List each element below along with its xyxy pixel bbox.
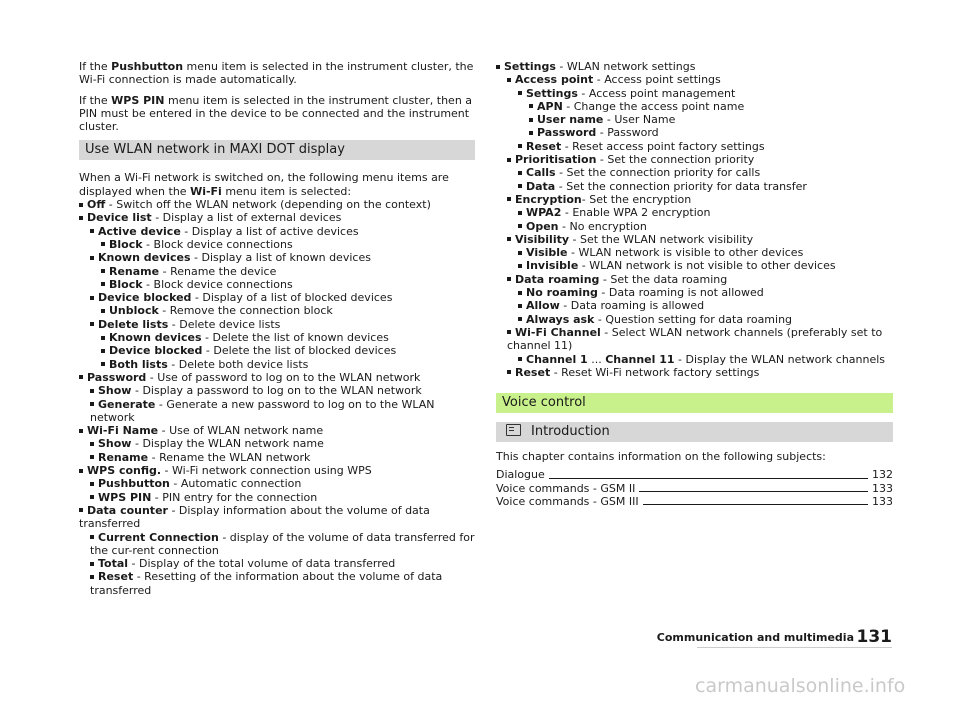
section-heading-voice-control: Voice control [496,393,893,413]
toc-entry[interactable] [496,468,893,481]
item-term: Access point [515,73,594,87]
bullet-icon [518,317,522,321]
list-item [79,344,475,357]
item-description: - Rename the WLAN network [148,450,311,464]
list-item [496,366,893,379]
toc-leader [639,491,868,492]
item-description: - Set the connection priority for data transfer [555,179,807,193]
item-term: Block [109,277,143,291]
list-item [79,491,475,504]
list-item [496,126,893,139]
bullet-icon [79,375,83,379]
bullet-icon [529,118,533,122]
item-term: WPA2 [526,206,562,220]
item-term: Known devices [109,331,202,345]
item-description: - Block device connections [142,277,293,291]
bullet-icon [518,144,522,148]
item-description: - Display a list of known devices [190,251,371,265]
item-description: - Change the access point name [562,99,745,113]
list-item [496,60,893,73]
item-description: - Set the WLAN network visibility [569,232,754,246]
bullet-icon [529,131,533,135]
bullet-icon [90,495,94,499]
list-item [496,220,893,233]
bullet-icon [90,575,94,579]
bullet-icon [79,469,83,473]
term: WPS PIN [111,93,165,107]
wifi-menu-list [79,198,475,597]
bullet-icon [518,211,522,215]
bullet-icon [79,429,83,433]
book-icon [506,424,521,436]
bullet-icon [90,229,94,233]
list-item [496,153,893,166]
list-item [496,140,893,153]
lead-paragraph [79,171,475,198]
bullet-icon [90,402,94,406]
item-term: APN [537,99,563,113]
section-heading-wlan-maxi-dot: Use WLAN network in MAXI DOT display [79,140,475,160]
list-item [79,424,475,437]
term: Pushbutton [111,60,184,73]
item-term: Open [526,219,559,233]
item-description: - Use of password to log on to the WLAN network [146,370,421,384]
bullet-icon [518,251,522,255]
item-term: Allow [526,299,560,313]
bullet-icon [507,277,511,281]
footer-section-title: Communication and multimedia [656,631,854,644]
item-term: Invisible [526,259,579,273]
bullet-icon [79,508,83,512]
list-item [79,451,475,464]
item-term: Delete lists [98,317,169,331]
toc-label: Voice commands - GSM II [496,481,636,495]
bullet-icon [79,203,83,207]
bullet-icon [496,65,500,69]
item-term: Encryption [515,192,582,206]
text-run: menu item is selected in the instrument cluster, then a PIN must be entered in the device to be connected and the instrument cluster. [79,93,473,134]
bullet-icon [518,184,522,188]
item-term: Current Connection [98,530,219,544]
item-term: Password [87,370,147,384]
intro-text: This chapter contains information on the following subjects: [496,450,826,464]
text-run: If the [79,93,112,107]
toc-leader [549,478,868,479]
item-description: - Display of a list of blocked devices [191,291,393,305]
item-term: Channel 11 [605,352,675,366]
item-description: - Question setting for data roaming [594,312,793,326]
list-item [79,318,475,331]
item-description: - Set the connection priority for calls [555,166,761,180]
list-item [79,211,475,224]
bullet-icon [518,91,522,95]
item-term: Device list [87,211,152,225]
item-description: - Switch off the WLAN network (depending on the context) [105,198,431,212]
wifi-settings-list [496,60,893,379]
list-item [496,286,893,299]
item-description: - Display information about the volume of data transferred [79,503,430,531]
bullet-icon [90,296,94,300]
item-term: Pushbutton [98,477,170,491]
bullet-icon [518,171,522,175]
list-item [79,331,475,344]
list-item [496,180,893,193]
item-description: - Delete both device lists [167,357,309,371]
item-term: Always ask [526,312,595,326]
bullet-icon [518,304,522,308]
item-description: - Reset Wi-Fi network factory settings [550,365,760,379]
bullet-icon [101,309,105,313]
item-description: - User Name [603,113,676,127]
bullet-icon [507,330,511,334]
item-description: - Display the WLAN network channels [674,352,886,366]
list-item [79,265,475,278]
list-item [79,251,475,264]
bullet-icon [507,237,511,241]
list-item [496,206,893,219]
text-run: menu item is selected: [221,184,352,198]
left-column [79,60,475,597]
item-description: - Wi-Fi network connection using WPS [161,464,372,478]
list-item [79,557,475,570]
text-run: When a Wi-Fi network is switched on, the following menu items are displayed when the [79,171,449,198]
item-description: - Generate a new password to log on to the WLAN network [90,397,435,424]
bullet-icon [101,336,105,340]
item-term: Device blocked [98,291,192,305]
table-of-contents [496,468,893,508]
item-description: - Use of WLAN network name [158,424,324,438]
item-term: Known devices [98,251,191,265]
list-item [79,384,475,397]
item-term: Visibility [515,232,570,246]
list-item [496,73,893,86]
list-item [79,570,475,597]
toc-page: 133 [872,481,893,495]
item-term: Unblock [109,304,159,318]
item-term: Visible [526,246,568,260]
bullet-icon [507,158,511,162]
subsection-heading-introduction [496,422,893,442]
bullet-icon [90,482,94,486]
item-description: - Password [596,126,659,140]
bullet-icon [90,455,94,459]
intro-paragraph [79,94,475,134]
item-term: No roaming [526,286,598,300]
item-term: Show [98,384,132,398]
watermark: carmanualsonline.info [695,675,906,697]
item-term: Settings [504,60,556,73]
right-column [496,60,893,508]
item-separator: ... [587,352,606,366]
item-term: Rename [98,450,149,464]
list-item [79,477,475,490]
item-description: - Delete the list of blocked devices [202,344,397,358]
list-item [496,273,893,286]
item-description: - Delete device lists [168,317,281,331]
list-item [496,246,893,259]
bullet-icon [90,322,94,326]
item-description: - Delete the list of known devices [201,331,389,345]
item-term: Rename [109,264,160,278]
item-description: - Display of the total volume of data transferred [128,557,396,571]
item-term: User name [537,113,604,127]
list-item [79,531,475,558]
list-item [496,166,893,179]
item-description: - Select WLAN network channels (preferably set to channel 11) [507,325,883,353]
term: Wi-Fi [190,184,222,198]
item-description: - Display the WLAN network name [131,437,324,451]
item-description: - Remove the connection block [158,304,333,318]
list-item [79,464,475,477]
item-term: WPS config. [87,464,162,478]
bullet-icon [518,224,522,228]
item-term: Both lists [109,357,168,371]
item-description: - Set the encryption [581,192,692,206]
toc-label: Voice commands - GSM III [496,495,639,509]
bullet-icon [507,78,511,82]
item-description: - Display a list of active devices [180,224,359,238]
toc-entry[interactable] [496,482,893,495]
item-term: Channel 1 [526,352,588,366]
item-term: Reset [515,365,551,379]
item-term: Wi-Fi Name [87,424,159,438]
list-item [496,100,893,113]
item-term: Show [98,437,132,451]
bullet-icon [101,269,105,273]
item-term: Settings [526,86,578,100]
list-item [79,198,475,211]
item-description: - Access point management [577,86,736,100]
list-item [79,398,475,425]
bullet-icon [90,256,94,260]
bullet-icon [507,197,511,201]
list-item [496,113,893,126]
footer-rule [697,647,892,648]
toc-entry[interactable] [496,495,893,508]
bullet-icon [518,291,522,295]
bullet-icon [529,104,533,108]
item-description: - display of the volume of data transferred for the cur-rent connection [90,530,475,557]
intro-paragraph [79,60,475,87]
item-term: Password [537,126,597,140]
list-item [79,278,475,291]
item-description: - Rename the device [159,264,277,278]
bullet-icon [101,282,105,286]
item-description: - Reset access point factory settings [561,139,765,153]
item-term: Active device [98,224,181,238]
item-description: - WLAN network is visible to other devices [567,246,804,260]
toc-page: 132 [872,468,893,482]
item-term: Calls [526,166,556,180]
item-term: Data counter [87,503,168,517]
item-term: Off [87,198,106,212]
item-description: - WLAN network settings [555,60,696,73]
list-item [496,313,893,326]
list-item [79,225,475,238]
list-item [79,291,475,304]
item-term: Data [526,179,556,193]
item-description: - Display a list of external devices [151,211,342,225]
list-item [79,304,475,317]
list-item [496,87,893,100]
bullet-icon [79,216,83,220]
text-run: menu item is selected in the instrument cluster, the Wi-Fi connection is made automatically. [79,60,474,87]
item-term: WPS PIN [98,490,152,504]
page-number: 131 [856,627,892,647]
item-description: - Automatic connection [169,477,302,491]
list-item [79,238,475,251]
list-item [496,193,893,206]
item-term: Block [109,237,143,251]
item-term: Data roaming [515,272,600,286]
intro-paragraphs [79,60,475,133]
bullet-icon [518,357,522,361]
item-term: Generate [98,397,156,411]
bullet-icon [101,349,105,353]
toc-label: Dialogue [496,468,545,482]
list-item [496,233,893,246]
bullet-icon [518,264,522,268]
list-item [496,259,893,272]
item-description: - Data roaming is allowed [559,299,705,313]
bullet-icon [507,370,511,374]
list-item [79,504,475,531]
item-description: - Enable WPA 2 encryption [561,206,711,220]
list-item [79,371,475,384]
item-description: - Block device connections [142,237,293,251]
item-description: - Set the connection priority [596,153,755,167]
bullet-icon [90,389,94,393]
item-term: Prioritisation [515,153,597,167]
item-term: Reset [526,139,562,153]
item-term: Total [98,557,129,571]
bullet-icon [90,442,94,446]
item-description: - PIN entry for the connection [151,490,318,504]
item-term: Wi-Fi Channel [515,325,601,339]
list-item [79,358,475,371]
list-item [79,437,475,450]
item-description: - WLAN network is not visible to other devices [578,259,836,273]
text-run: If the [79,60,112,73]
list-item [496,326,893,353]
item-description: - No encryption [558,219,647,233]
item-description: - Set the data roaming [599,272,728,286]
item-description: - Display a password to log on to the WLAN network [131,384,422,398]
list-item [496,353,893,366]
bullet-icon [90,535,94,539]
toc-page: 133 [872,495,893,509]
introduction-label: Introduction [531,424,610,440]
bullet-icon [101,362,105,366]
item-description: - Access point settings [593,73,721,87]
toc-leader [643,504,868,505]
bullet-icon [101,242,105,246]
item-description: - Resetting of the information about the volume of data transferred [90,570,443,597]
item-term: Device blocked [109,344,203,358]
item-term: Reset [98,570,134,584]
bullet-icon [90,562,94,566]
item-description: - Data roaming is not allowed [597,286,764,300]
list-item [496,299,893,312]
